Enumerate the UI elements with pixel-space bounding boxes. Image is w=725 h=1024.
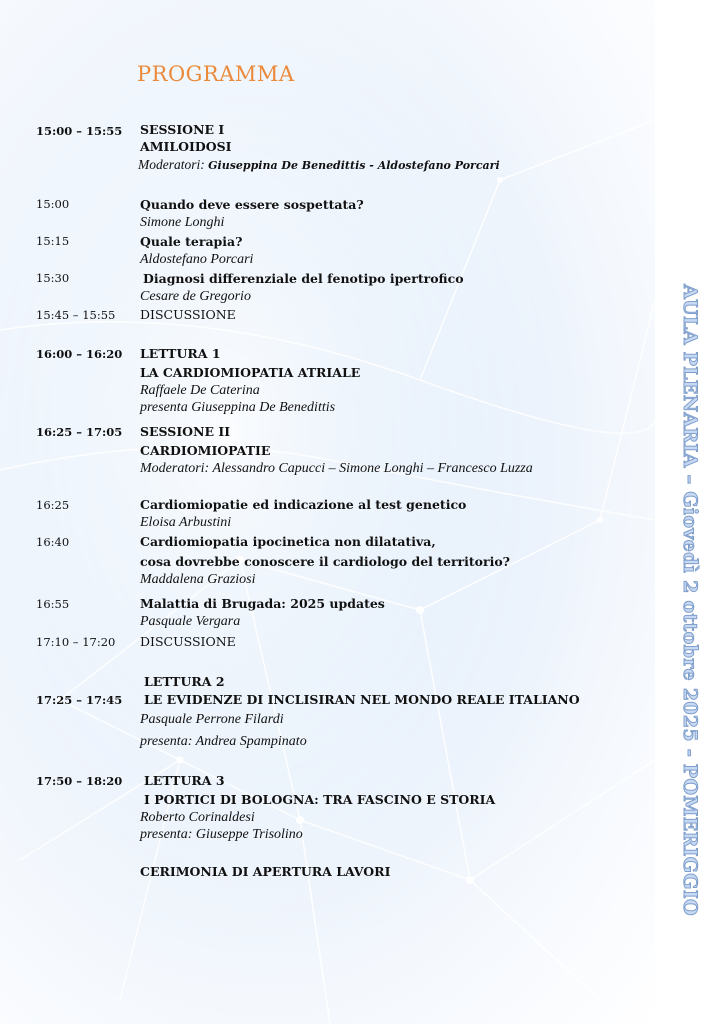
session1-label: SESSIONE I (140, 122, 225, 137)
moderators-names: Giuseppina De Benedittis - Aldostefano Porcari (208, 159, 500, 172)
lecture1-presenter: presenta Giuseppina De Benedittis (140, 400, 336, 415)
lecture3-label: LETTURA 3 (144, 773, 225, 788)
talk-speaker: Simone Longhi (140, 215, 225, 230)
lecture3-presenter: presenta: Giuseppe Trisolino (140, 827, 303, 842)
lecture3-time: 17:50 – 18:20 (36, 774, 123, 788)
talk-speaker: Eloisa Arbustini (140, 515, 232, 530)
talk-speaker: Cesare de Gregorio (140, 289, 251, 304)
talk-speaker: Aldostefano Porcari (140, 252, 254, 267)
talk-title: Cardiomiopatia ipocinetica non dilatativa, (140, 534, 436, 549)
talk-time: 15:30 (36, 271, 70, 285)
lecture1-time: 16:00 – 16:20 (36, 347, 123, 361)
lecture1-title: LA CARDIOMIOPATIA ATRIALE (140, 365, 361, 380)
talk-time: 15:00 (36, 197, 70, 211)
talk-speaker: Maddalena Graziosi (140, 572, 256, 587)
moderators-label: Moderatori: (138, 157, 205, 172)
talk-title-continued: cosa dovrebbe conoscere il cardiologo del territorio? (140, 554, 511, 569)
lecture1-label: LETTURA 1 (140, 346, 221, 361)
lecture2-label: LETTURA 2 (144, 674, 225, 689)
vertical-venue-label: AULA PLENARIA – Giovedì 2 ottobre 2025 - POMERIGGIO (679, 284, 701, 916)
discussion-label: DISCUSSIONE (140, 634, 236, 649)
lecture1-speaker: Raffaele De Caterina (140, 383, 260, 398)
talk-speaker: Pasquale Vergara (140, 614, 241, 629)
lecture3-speaker: Roberto Corinaldesi (140, 810, 255, 825)
talk-title: Quando deve essere sospettata? (140, 197, 364, 212)
discussion-time: 15:45 – 15:55 (36, 308, 116, 322)
talk-title: Diagnosi differenziale del fenotipo ipertrofico (143, 271, 464, 286)
lecture2-presenter: presenta: Andrea Spampinato (140, 734, 307, 749)
discussion-time: 17:10 – 17:20 (36, 635, 116, 649)
discussion-label: DISCUSSIONE (140, 307, 236, 322)
talk-time: 15:15 (36, 234, 70, 248)
session2-time: 16:25 – 17:05 (36, 425, 123, 439)
lecture3-title: I PORTICI DI BOLOGNA: TRA FASCINO E STORIA (144, 792, 496, 807)
talk-time: 16:40 (36, 535, 70, 549)
talk-title: Malattia di Brugada: 2025 updates (140, 596, 385, 611)
talk-title: Quale terapia? (140, 234, 243, 249)
lecture2-time: 17:25 – 17:45 (36, 693, 123, 707)
talk-time: 16:55 (36, 597, 70, 611)
session1-moderators (138, 157, 500, 173)
session2-label: SESSIONE II (140, 424, 231, 439)
session1-topic: AMILOIDOSI (140, 139, 232, 154)
page-title: PROGRAMMA (137, 62, 295, 86)
session2-moderators: Moderatori: Alessandro Capucci – Simone Longhi – Francesco Luzza (140, 461, 533, 476)
lecture2-title: LE EVIDENZE DI INCLISIRAN NEL MONDO REALE ITALIANO (144, 692, 580, 707)
session2-topic: CARDIOMIOPATIE (140, 443, 271, 458)
closing-ceremony: CERIMONIA DI APERTURA LAVORI (140, 864, 391, 879)
session1-time: 15:00 – 15:55 (36, 124, 123, 138)
lecture2-speaker: Pasquale Perrone Filardi (140, 712, 284, 727)
talk-title: Cardiomiopatie ed indicazione al test genetico (140, 497, 467, 512)
talk-time: 16:25 (36, 498, 70, 512)
